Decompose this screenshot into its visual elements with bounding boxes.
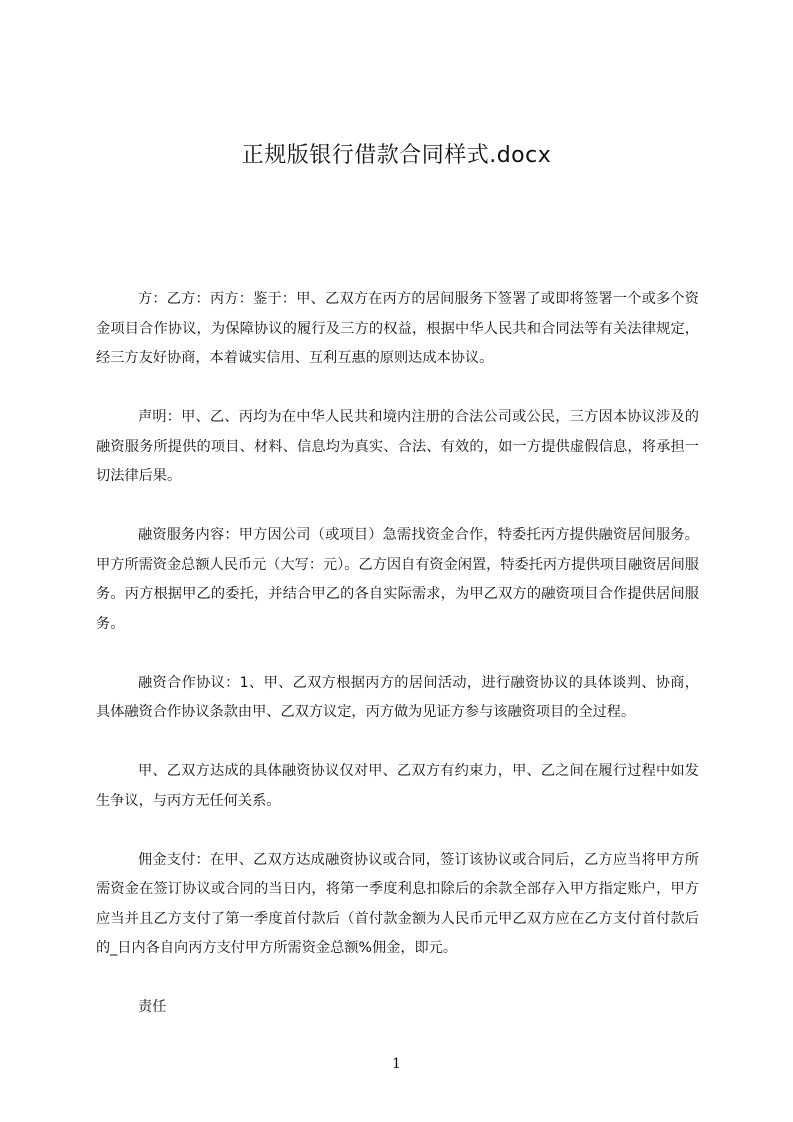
paragraph-financing-agreement: 融资合作协议：1、甲、乙双方根据丙方的居间活动，进行融资协议的具体谈判、协商，具体融资合作协议条款由甲、乙双方议定，丙方做为见证方参与该融资项目的全过程。	[96, 674, 699, 720]
document-title: 正规版银行借款合同样式.docx	[241, 143, 552, 168]
paragraph-binding-effect: 甲、乙双方达成的具体融资协议仅对甲、乙双方有约束力，甲、乙之间在履行过程中如发生争议，与丙方无任何关系。	[96, 763, 699, 809]
page-number: 1	[392, 1056, 401, 1072]
paragraph-financing-service: 融资服务内容：甲方因公司（或项目）急需找资金合作，特委托丙方提供融资居间服务。甲方所需资金总额人民币元（大写：元）。乙方因自有资金闲置，特委托丙方提供项目融资居间服务。丙方根据甲乙的委托，并结合甲乙的各自实际需求，为甲乙双方的融资项目合作提供居间服务。	[96, 527, 699, 632]
document-body	[96, 285, 699, 1023]
paragraph-preamble: 方：乙方：丙方：鉴于：甲、乙双方在丙方的居间服务下签署了或即将签署一个或多个资金项目合作协议，为保障协议的履行及三方的权益，根据中华人民共和合同法等有关法律规定，经三方友好协商，本着诚实信用、互利互惠的原则达成本协议。	[96, 291, 699, 366]
paragraph-responsibility: 责任	[138, 999, 167, 1015]
paragraph-commission-payment: 佣金支付：在甲、乙双方达成融资协议或合同，签订该协议或合同后，乙方应当将甲方所需资金在签订协议或合同的当日内，将第一季度利息扣除后的余款全部存入甲方指定账户，甲方应当并且乙方支付了第一季度首付款后（首付款金额为人民币元甲乙双方应在乙方支付首付款后的_日内各自向丙方支付甲方所需资金总额%佣金，即元。	[96, 851, 699, 956]
paragraph-declaration: 声明：甲、乙、丙均为在中华人民共和境内注册的合法公司或公民，三方因本协议涉及的融资服务所提供的项目、材料、信息均为真实、合法、有效的，如一方提供虚假信息，将承担一切法律后果。	[96, 409, 699, 484]
